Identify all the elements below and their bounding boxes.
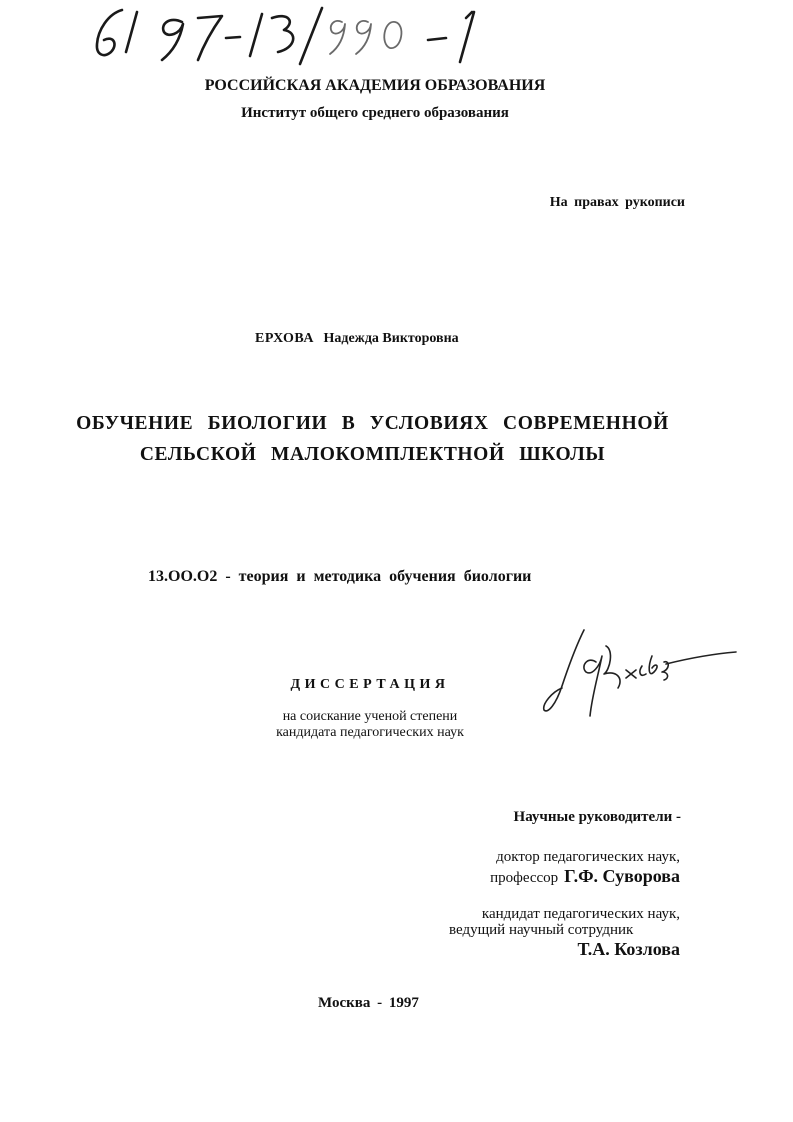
institute-name: Институт общего среднего образования [241,105,509,121]
degree-line-2: кандидата педагогических наук [276,725,464,740]
author-given-names: Надежда Викторовна [323,331,459,346]
specialty-code: 13.ОО.О2 - теория и методика обучения биологии [148,568,532,585]
supervisor-2-name: Т.А. Козлова [577,939,680,959]
supervisor-1-name: Г.Ф. Суворова [564,866,680,886]
author-name [255,331,459,347]
dissertation-title-line-2: СЕЛЬСКОЙ МАЛОКОМПЛЕКТНОЙ ШКОЛЫ [139,444,606,465]
supervisor-1-line [490,866,680,887]
supervisor-2-role: ведущий научный сотрудник [449,922,634,938]
dissertation-title-line-1: ОБУЧЕНИЕ БИОЛОГИИ В УСЛОВИЯХ СОВРЕМЕННОЙ [76,413,669,434]
author-signature [540,626,740,721]
author-surname: ЕРХОВА [255,331,314,346]
supervisors-heading: Научные руководители - [513,809,681,825]
supervisor-1-role: профессор [490,870,559,886]
degree-line-1: на соискание ученой степени [282,709,458,724]
handwritten-catalog-number [0,0,520,75]
supervisor-1-degree: доктор педагогических наук, [496,849,680,865]
document-type: ДИССЕРТАЦИЯ [290,677,450,692]
supervisor-2-degree: кандидат педагогических наук, [481,906,680,922]
organization-name: РОССИЙСКАЯ АКАДЕМИЯ ОБРАЗОВАНИЯ [204,77,546,94]
manuscript-rights-note: На правах рукописи [549,195,685,210]
city-and-year: Москва - 1997 [318,995,419,1011]
